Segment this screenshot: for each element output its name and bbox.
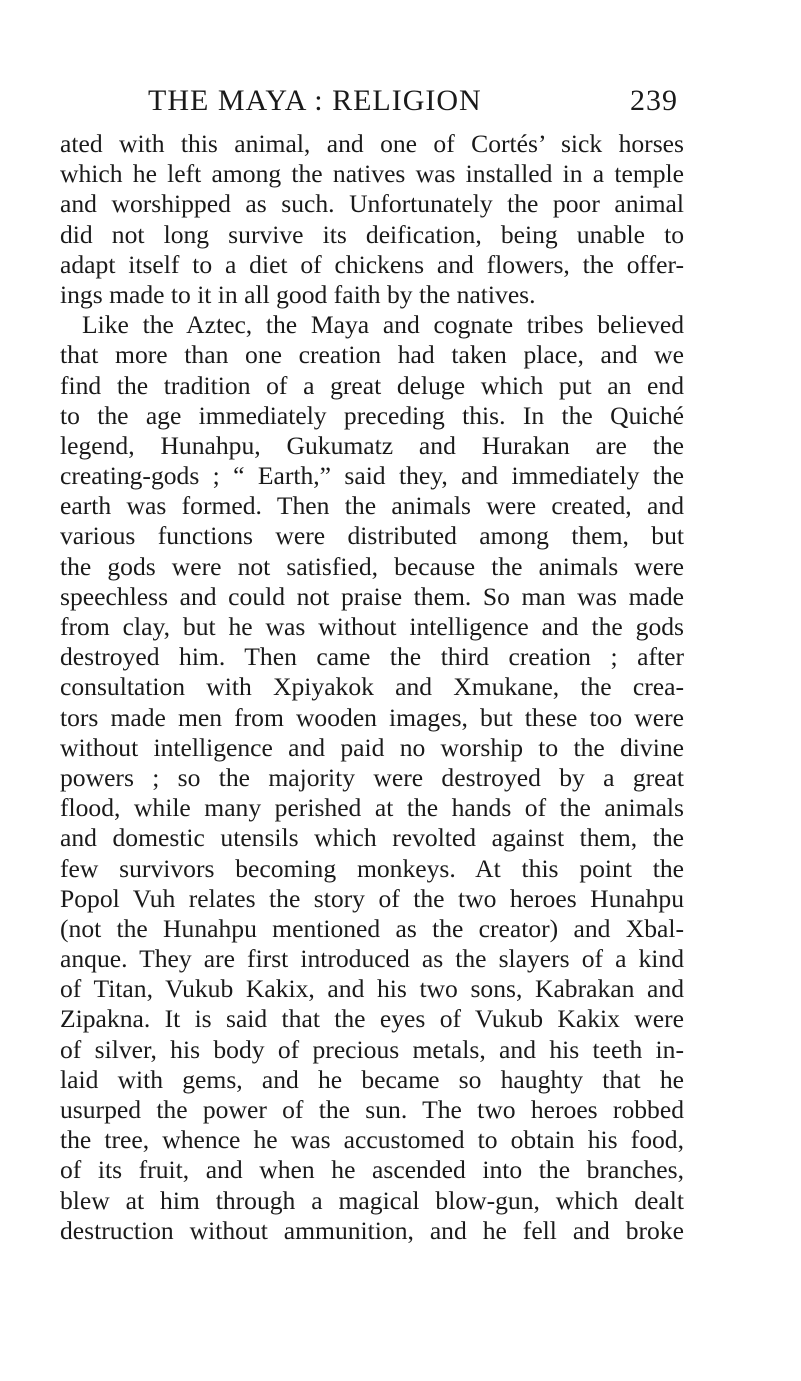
text-line: the gods were not satisfied, because the animals were bbox=[60, 551, 684, 581]
text-line: Popol Vuh relates the story of the two heroes Hunahpu bbox=[60, 883, 684, 913]
text-line: adapt itself to a diet of chickens and flowers, the offer- bbox=[60, 249, 684, 279]
text-line: speechless and could not praise them. So man was made bbox=[60, 581, 684, 611]
text-line: destruction without ammunition, and he fell and broke bbox=[60, 1215, 684, 1245]
text-line: tors made men from wooden images, but these too were bbox=[60, 702, 684, 732]
text-line: of Titan, Vukub Kakix, and his two sons, Kabrakan and bbox=[60, 974, 684, 1004]
text-line: consultation with Xpiyakok and Xmukane, the crea- bbox=[60, 672, 684, 702]
text-line: powers ; so the majority were destroyed by a great bbox=[60, 762, 684, 792]
text-line: and worshipped as such. Unfortunately the poor animal bbox=[60, 189, 684, 219]
text-line: the tree, whence he was accustomed to obtain his food, bbox=[60, 1125, 684, 1155]
text-line: which he left among the natives was installed in a temple bbox=[60, 159, 684, 189]
text-line: Like the Aztec, the Maya and cognate tribes believed bbox=[82, 310, 684, 340]
text-line: of its fruit, and when he ascended into the branches, bbox=[60, 1155, 684, 1185]
text-line: (not the Hunahpu mentioned as the creator) and Xbal- bbox=[60, 913, 684, 943]
text-line: blew at him through a magical blow-gun, which dealt bbox=[60, 1185, 684, 1215]
text-line: ated with this animal, and one of Cortés’ sick horses bbox=[60, 129, 684, 158]
page-number: 239 bbox=[630, 84, 678, 117]
text-line: few survivors becoming monkeys. At this point the bbox=[60, 853, 684, 883]
text-line: laid with gems, and he became so haughty that he bbox=[60, 1064, 684, 1094]
text-line: did not long survive its deification, being unable to bbox=[60, 219, 684, 249]
text-line: usurped the power of the sun. The two heroes robbed bbox=[60, 1095, 684, 1124]
text-line: to the age immediately preceding this. In the Quiché bbox=[60, 400, 684, 430]
running-head bbox=[148, 84, 678, 124]
text-line: earth was formed. Then the animals were created, and bbox=[60, 491, 684, 521]
text-line: without intelligence and paid no worship to the divine bbox=[60, 732, 684, 762]
text-line: creating-gods ; “ Earth,” said they, and immediately the bbox=[60, 461, 684, 491]
text-line: destroyed him. Then came the third creation ; after bbox=[60, 642, 684, 672]
text-line: legend, Hunahpu, Gukumatz and Hurakan are the bbox=[60, 430, 684, 460]
text-line: and domestic utensils which revolted against them, the bbox=[60, 823, 684, 853]
text-line: flood, while many perished at the hands of the animals bbox=[60, 793, 684, 823]
running-head-title: THE MAYA : RELIGION bbox=[148, 84, 482, 117]
body-text bbox=[60, 129, 684, 1246]
text-line: from clay, but he was without intelligence and the gods bbox=[60, 612, 684, 641]
text-line: anque. They are first introduced as the slayers of a kind bbox=[60, 944, 684, 974]
text-line: various functions were distributed among them, but bbox=[60, 521, 684, 551]
text-line: ings made to it in all good faith by the natives. bbox=[60, 279, 536, 309]
text-line: of silver, his body of precious metals, and his teeth in- bbox=[60, 1034, 684, 1064]
text-line: that more than one creation had taken place, and we bbox=[60, 340, 684, 370]
text-line: find the tradition of a great deluge which put an end bbox=[60, 370, 684, 400]
text-line: Zipakna. It is said that the eyes of Vukub Kakix were bbox=[60, 1004, 684, 1034]
